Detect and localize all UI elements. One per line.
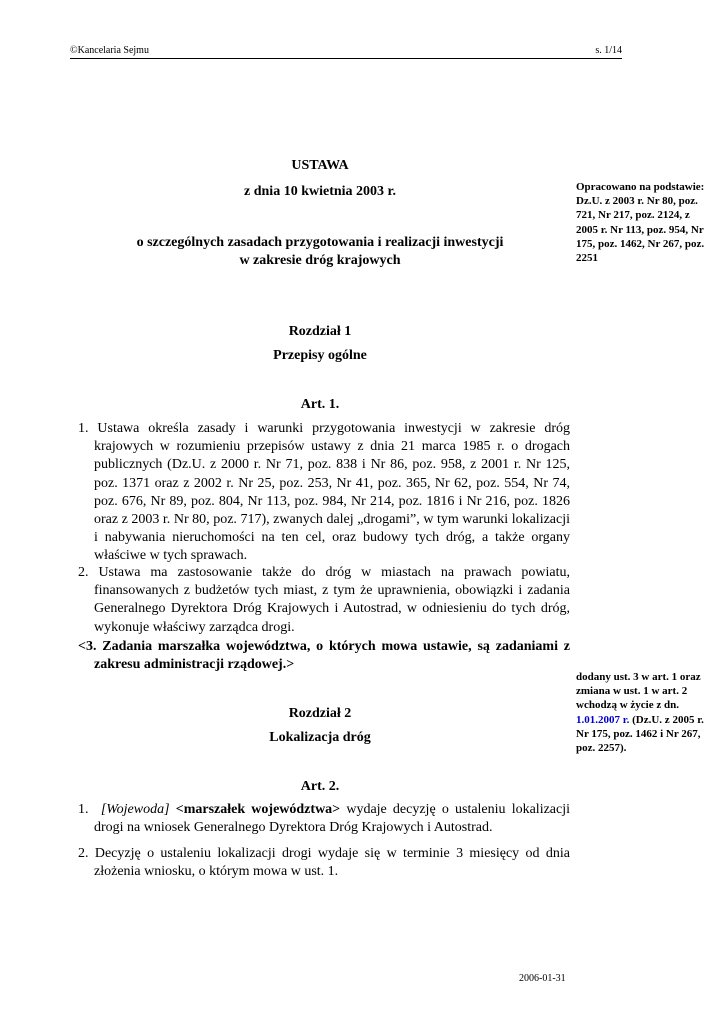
header-page-number: s. 1/14 [595, 45, 622, 56]
art-1-paragraph-1 [78, 420, 570, 566]
art-2-paragraph-2 [78, 845, 570, 881]
art-2-old-wording: [Wojewoda] [100, 802, 170, 817]
art-2-paragraph-1-body [78, 801, 570, 837]
side-note-amendment-text: dodany ust. 3 w art. 1 oraz zmiana w ust. 1 w art. 2 wchodzą w życie z dn. [576, 671, 701, 712]
side-note-amendment-source: (Dz.U. z 2005 r. Nr 175, poz. 1462 i Nr 267, poz. 2257). [576, 713, 704, 755]
act-date: z dnia 10 kwietnia 2003 r. [244, 184, 396, 199]
art-1-paragraph-2 [78, 564, 570, 637]
art-2-paragraph-1-number: 1. [78, 802, 89, 817]
header-publisher: ©Kancelaria Sejmu [70, 45, 149, 56]
side-note-source: Opracowano na podstawie: Dz.U. z 2003 r. Nr 80, poz. 721, Nr 217, poz. 2124, z 2005 r. Nr 113, poz. 954, Nr 175, poz. 1462, Nr 267, poz. 2251 [576, 181, 705, 265]
art-2-new-wording: <marszałek województwa> [175, 802, 341, 817]
art-1-paragraph-3 [78, 638, 570, 674]
chapter-1-label: Rozdział 1 [288, 324, 352, 339]
act-title: USTAWA [291, 158, 349, 173]
art-2-paragraph-1-text: wydaje decyzję o ustaleniu lokalizacji drogi na wniosek Generalnego Dyrektora Dróg Krajowych i Autostrad. [94, 802, 571, 836]
act-subject-line-2: w zakresie dróg krajowych [239, 253, 401, 268]
art-1-paragraph-1-text: 1. Ustawa określa zasady i warunki przygotowania inwestycji w zakresie dróg krajowych w rozumieniu przepisów ustawy z dnia 21 marca 1985 r. o drogach publicznych (Dz.U. z 2000 r. Nr 71, poz. 838 i Nr 86, poz. 958, z 2001 r. Nr 125, poz. 1371 oraz z 2002 r. Nr 25, poz. 253, Nr 41, poz. 365, Nr 62, poz. 554, Nr 74, poz. 676, Nr 89, poz. 804, Nr 113, poz. 984, Nr 214, poz. 1816 i Nr 216, poz. 1826 oraz z 2003 r. Nr 80, poz. 717), zwanych dalej „drogami”, w tym warunki lokalizacji i nabywania nieruchomości na ten cel, oraz budowy tych dróg, a także organy właściwe w tych sprawach. [78, 421, 570, 564]
act-subject [70, 234, 570, 270]
side-note-amendment [576, 670, 710, 755]
page-header [70, 45, 622, 59]
art-2-paragraph-2-text: 2. Decyzję o ustaleniu lokalizacji drogi wydaje się w terminie 3 miesięcy od dnia złożenia wniosku, o którym mowa w ust. 1. [78, 846, 570, 880]
amendment-date-link[interactable]: 1.01.2007 r. [576, 713, 630, 726]
chapter-2-title: Lokalizacja dróg [269, 730, 371, 745]
art-1-label: Art. 1. [300, 397, 340, 412]
chapter-2-label: Rozdział 2 [288, 706, 352, 721]
act-subject-line-1: o szczególnych zasadach przygotowania i realizacji inwestycji [136, 235, 504, 250]
chapter-1-title: Przepisy ogólne [273, 348, 367, 363]
art-2-label: Art. 2. [300, 779, 340, 794]
art-1-paragraph-2-text: 2. Ustawa ma zastosowanie także do dróg w miastach na prawach powiatu, finansowanych z budżetów tych miast, z tym że uprawnienia, obowiązki i zadania Generalnego Dyrektora Dróg Krajowych i Autostrad, w odniesieniu do tych dróg, wykonuje właściwy zarządca drogi. [78, 565, 570, 635]
footer-date: 2006-01-31 [519, 973, 566, 984]
art-1-paragraph-3-text: <3. Zadania marszałka województwa, o których mowa ustawie, są zadaniami z zakresu administracji rządowej.> [78, 639, 570, 673]
art-2-paragraph-1 [78, 801, 570, 837]
